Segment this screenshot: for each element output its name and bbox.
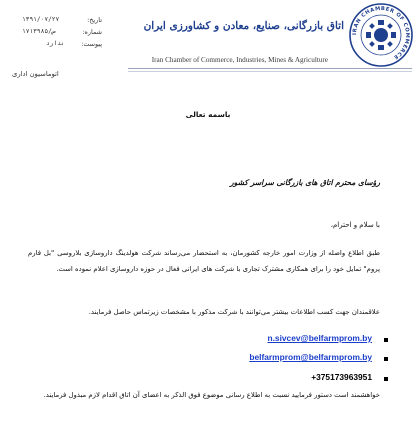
meta-date-row bbox=[6, 16, 102, 26]
bullet-icon bbox=[384, 357, 388, 361]
attachment-value: ندارد bbox=[46, 40, 65, 47]
list-item bbox=[188, 372, 388, 386]
email-link[interactable]: belfarmprom@belfarmprom.by bbox=[249, 352, 372, 362]
bullet-icon bbox=[384, 338, 388, 342]
list-item bbox=[188, 352, 388, 366]
contact-note: علاقمندان جهت کسب اطلاعات بیشتر می‌توانند با شرکت مذکور با مشخصات زیرتماس حاصل فرمایند. bbox=[88, 308, 380, 316]
department-label: اتوماسیون اداری bbox=[12, 70, 59, 78]
date-value: ۱۳۹۱/۰۷/۲۷ bbox=[22, 16, 60, 23]
phone-number: +375173963951 bbox=[311, 372, 372, 382]
date-label: تاریخ: bbox=[87, 16, 102, 24]
chamber-emblem-icon bbox=[348, 2, 414, 68]
meta-number-row bbox=[6, 28, 102, 38]
recipient-line: رؤسای محترم اتاق های بازرگانی سراسر کشور bbox=[230, 178, 380, 187]
greeting-line: با سلام و احترام، bbox=[330, 221, 380, 229]
org-name-english: Iran Chamber of Commerce, Industries, Mines & Agriculture bbox=[151, 56, 328, 64]
attachment-label: پیوست: bbox=[81, 40, 102, 48]
header-divider bbox=[128, 68, 412, 69]
list-item bbox=[188, 333, 388, 347]
emblem-text: IRAN CHAMBER OF COMMERCE bbox=[351, 5, 411, 61]
body-paragraph: طبق اطلاع واصله از وزارت امور خارجه کشورمان، به استحضار می‌رساند شرکت هولدینگ داروسازی بلاروسی "بل فارم پروم" تمایل خود را برای همکاری مشترک تجاری با شرکت های ایرانی فعال در حوزه داروسازی اعلام نموده است. bbox=[28, 249, 380, 273]
header-divider-secondary bbox=[128, 71, 412, 72]
bullet-icon bbox=[384, 377, 388, 381]
number-label: شماره: bbox=[82, 28, 102, 36]
number-value: ۱۷۱۳۹۸۵/ص bbox=[22, 28, 56, 35]
salutation-heading: باسمه تعالی bbox=[185, 110, 231, 119]
email-link[interactable]: n.sivcev@belfarmprom.by bbox=[267, 333, 372, 343]
org-name-persian: اتاق بازرگانی، صنایع، معادن و کشاورزی ایران bbox=[143, 20, 344, 32]
meta-attachment-row bbox=[6, 40, 102, 50]
closing-paragraph: خواهشمند است دستور فرمایید نسبت به اطلاع رسانی موضوع فوق الذکر به اعضای آن اتاق اقدام لازم مبذول فرمایند. bbox=[43, 391, 380, 399]
